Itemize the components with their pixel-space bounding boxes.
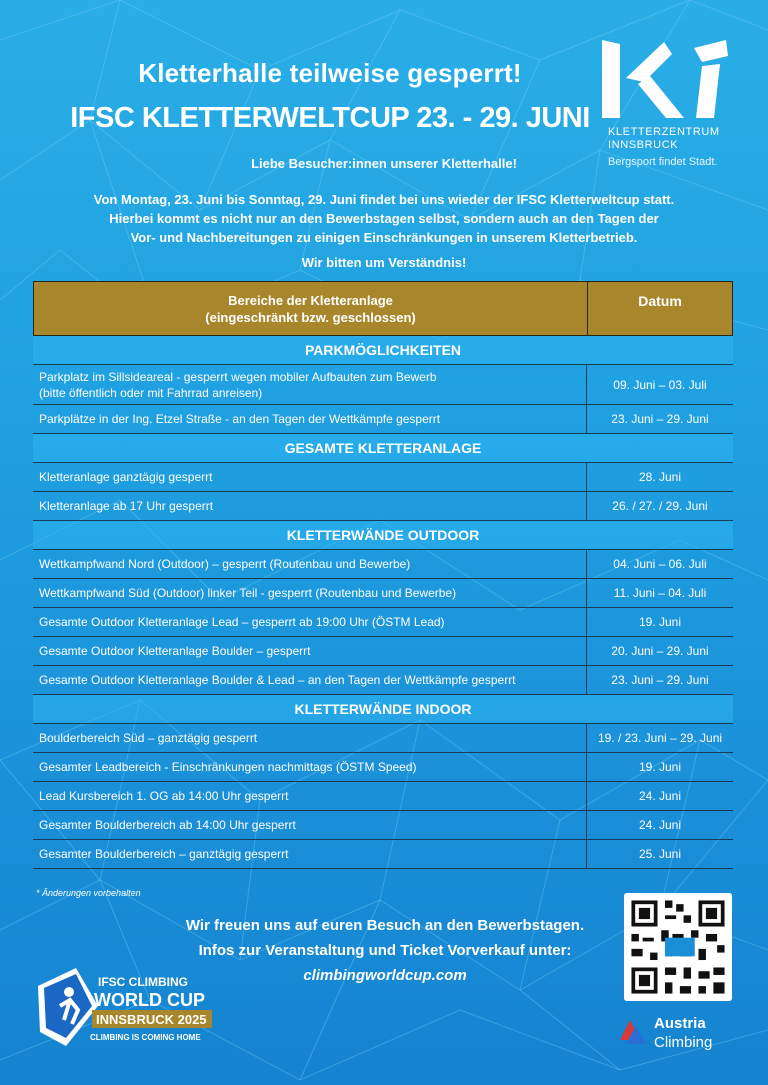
row-area: Wettkampfwand Süd (Outdoor) linker Teil - gesperrt (Routenbau und Bewerbe) — [33, 579, 587, 607]
header-area — [34, 282, 588, 335]
row-area-text: Parkplatz im Sillsideareal - gesperrt wegen mobiler Aufbauten zum Bewerb — [39, 369, 437, 384]
section-title-parking: PARKMÖGLICHKEITEN — [33, 336, 733, 365]
row-area: Kletteranlage ganztägig gesperrt — [33, 463, 587, 491]
row-date: 28. Juni — [638, 470, 682, 484]
table-row — [33, 365, 733, 405]
kletterzentrum-logo-icon — [598, 38, 738, 120]
austria-logo-line2: Climbing — [654, 1034, 713, 1051]
wc-logo-line2: WORLD CUP — [94, 990, 205, 1010]
intro-line-3: Vor- und Nachbereitungen zu einigen Einschränkungen in unserem Kletterbetrieb. — [130, 230, 638, 245]
footer-text — [150, 913, 620, 988]
title-closure: Kletterhalle teilweise gesperrt! — [138, 58, 522, 88]
footer-url-link[interactable]: climbingworldcup.com — [303, 967, 467, 984]
row-date: 11. Juni – 04. Juli — [613, 586, 707, 600]
row-date: 19. Juni — [638, 615, 682, 629]
row-date: 19. / 23. Juni – 29. Juni — [597, 731, 723, 745]
title-worldcup-dates: IFSC KLETTERWELTCUP 23. - 29. JUNI — [70, 102, 590, 134]
table-row — [33, 608, 733, 637]
table-row — [33, 405, 733, 434]
table-header — [33, 281, 733, 336]
row-area: Wettkampfwand Nord (Outdoor) – gesperrt (Routenbau und Bewerbe) — [33, 550, 587, 578]
table-row — [33, 492, 733, 521]
row-area: Parkplätze in der Ing. Etzel Straße - an den Tagen der Wettkämpfe gesperrt — [33, 405, 587, 433]
intro-text — [60, 190, 708, 247]
logo-tagline: Bergsport findet Stadt. — [608, 156, 718, 168]
row-date: 23. Juni – 29. Juni — [611, 673, 709, 687]
row-area: Gesamter Boulderbereich ab 14:00 Uhr gesperrt — [33, 811, 587, 839]
table-row — [33, 811, 733, 840]
row-date: 09. Juni – 03. Juli — [613, 377, 707, 392]
table-row — [33, 753, 733, 782]
restrictions-table — [33, 281, 733, 869]
table-row — [33, 579, 733, 608]
table-row — [33, 463, 733, 492]
austria-climbing-logo-icon — [616, 1010, 746, 1052]
row-area: Gesamte Outdoor Kletteranlage Boulder – gesperrt — [33, 637, 587, 665]
row-date: 25. Juni — [638, 847, 682, 861]
row-area: Boulderbereich Süd – ganztägig gesperrt — [33, 724, 587, 752]
thanks-text: Wir bitten um Verständnis! — [301, 255, 467, 270]
wc-logo-line4: CLIMBING IS COMING HOME — [90, 1033, 201, 1042]
row-date: 20. Juni – 29. Juni — [611, 644, 709, 658]
row-area: Gesamter Leadbereich - Einschränkungen nachmittags (ÖSTM Speed) — [33, 753, 587, 781]
logo-name-line1: KLETTERZENTRUM — [608, 126, 720, 138]
logo-name-line2: INNSBRUCK — [608, 139, 679, 151]
row-area: Gesamte Outdoor Kletteranlage Lead – gesperrt ab 19:00 Uhr (ÖSTM Lead) — [33, 608, 587, 636]
row-date: 23. Juni – 29. Juni — [611, 412, 709, 426]
row-area: Gesamter Boulderbereich – ganztägig gesperrt — [33, 840, 587, 868]
greeting: Liebe Besucher:innen unserer Kletterhalle! — [251, 156, 517, 171]
wc-logo-line1: IFSC CLIMBING — [98, 975, 188, 989]
section-title-outdoor: KLETTERWÄNDE OUTDOOR — [33, 521, 733, 550]
footer-line-2: Infos zur Veranstaltung und Ticket Vorverkauf unter: — [198, 942, 572, 959]
row-area — [33, 365, 587, 404]
row-date: 24. Juni — [638, 789, 682, 803]
austria-logo-line1: Austria — [654, 1015, 706, 1032]
intro-line-1: Von Montag, 23. Juni bis Sonntag, 29. Juni findet bei uns wieder der IFSC Kletterweltcup statt. — [93, 192, 675, 207]
changes-note: * Änderungen vorbehalten — [36, 888, 141, 898]
section-title-indoor: KLETTERWÄNDE INDOOR — [33, 695, 733, 724]
table-row — [33, 724, 733, 753]
intro-line-2: Hierbei kommt es nicht nur an den Bewerbstagen selbst, sondern auch an den Tagen der — [109, 211, 659, 226]
row-area: Kletteranlage ab 17 Uhr gesperrt — [33, 492, 587, 520]
table-row — [33, 550, 733, 579]
wc-logo-line3: INNSBRUCK 2025 — [96, 1012, 207, 1027]
row-date: 24. Juni — [638, 818, 682, 832]
table-row — [33, 782, 733, 811]
footer-line-1: Wir freuen uns auf euren Besuch an den Bewerbstagen. — [185, 917, 585, 934]
table-row — [33, 840, 733, 869]
header-area-line1: Bereiche der Kletteranlage — [228, 292, 393, 308]
section-title-whole-facility: GESAMTE KLETTERANLAGE — [33, 434, 733, 463]
table-row — [33, 637, 733, 666]
row-area: Lead Kursbereich 1. OG ab 14:00 Uhr gesperrt — [33, 782, 587, 810]
table-row — [33, 666, 733, 695]
row-date: 26. / 27. / 29. Juni — [612, 499, 708, 513]
worldcup-2025-logo-icon — [36, 966, 216, 1056]
row-area: Gesamte Outdoor Kletteranlage Boulder & Lead – an den Tagen der Wettkämpfe gesperrt — [33, 666, 587, 694]
header-date: Datum — [638, 293, 682, 309]
row-date: 04. Juni – 06. Juli — [613, 557, 707, 571]
row-date: 19. Juni — [638, 760, 682, 774]
qr-code-icon[interactable] — [624, 893, 732, 1001]
header-area-line2: (eingeschränkt bzw. geschlossen) — [205, 309, 416, 325]
row-area-subtext: (bitte öffentlich oder mit Fahrrad anreisen) — [39, 385, 263, 400]
